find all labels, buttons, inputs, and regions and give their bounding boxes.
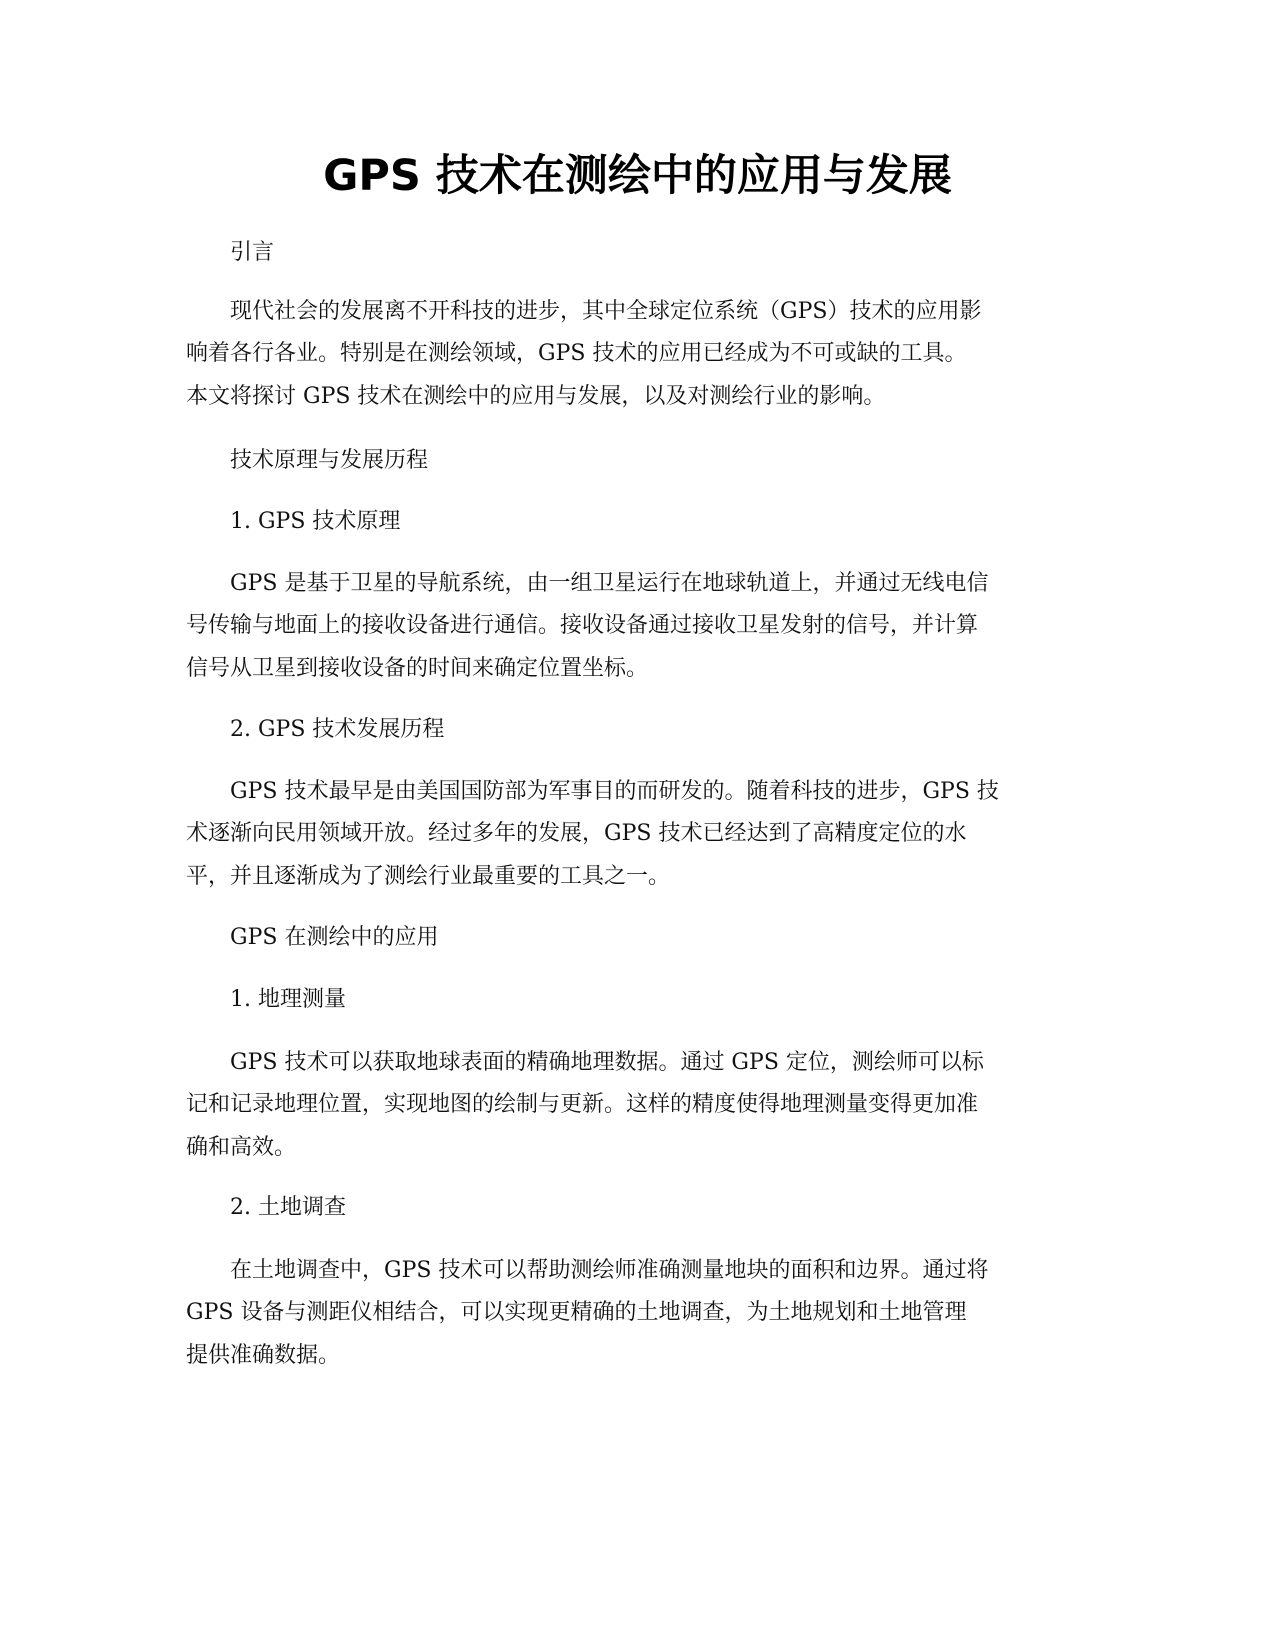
paragraph-line: 提供准确数据。 (186, 1343, 341, 1368)
subsection-heading: 1. GPS 技术原理 (230, 509, 401, 534)
paragraph-line: 术逐渐向民用领域开放。经过多年的发展，GPS 技术已经达到了高精度定位的水 (186, 821, 967, 846)
section-heading-intro: 引言 (230, 240, 275, 265)
paragraph-line: 现代社会的发展离不开科技的进步，其中全球定位系统（GPS）技术的应用影 (230, 299, 982, 324)
section-heading: GPS 在测绘中的应用 (230, 925, 439, 950)
paragraph-line: 本文将探讨 GPS 技术在测绘中的应用与发展，以及对测绘行业的影响。 (186, 384, 886, 409)
subsection-heading: 2. 土地调查 (230, 1195, 346, 1220)
subsection-heading: 2. GPS 技术发展历程 (230, 717, 445, 742)
paragraph-line: 确和高效。 (186, 1135, 297, 1160)
paragraph-line: 平，并且逐渐成为了测绘行业最重要的工具之一。 (186, 864, 671, 889)
paragraph-line: GPS 技术可以获取地球表面的精确地理数据。通过 GPS 定位，测绘师可以标 (230, 1050, 984, 1075)
paragraph-line: 信号从卫星到接收设备的时间来确定位置坐标。 (186, 656, 649, 681)
paragraph-line: GPS 设备与测距仪相结合，可以实现更精确的土地调查，为土地规划和土地管理 (186, 1300, 967, 1325)
paragraph-line: 号传输与地面上的接收设备进行通信。接收设备通过接收卫星发射的信号，并计算 (186, 613, 979, 638)
paragraph-line: 响着各行各业。特别是在测绘领域，GPS 技术的应用已经成为不可或缺的工具。 (186, 341, 967, 366)
paragraph-line: 记和记录地理位置，实现地图的绘制与更新。这样的精度使得地理测量变得更加准 (186, 1092, 979, 1117)
paragraph-line: GPS 技术最早是由美国国防部为军事目的而研发的。随着科技的进步，GPS 技 (230, 779, 999, 804)
paragraph-line: 在土地调查中，GPS 技术可以帮助测绘师准确测量地块的面积和边界。通过将 (230, 1258, 989, 1283)
subsection-heading: 1. 地理测量 (230, 987, 346, 1012)
document-title: GPS 技术在测绘中的应用与发展 (323, 151, 952, 201)
paragraph-line: GPS 是基于卫星的导航系统，由一组卫星运行在地球轨道上，并通过无线电信 (230, 571, 989, 596)
section-heading: 技术原理与发展历程 (230, 448, 429, 473)
